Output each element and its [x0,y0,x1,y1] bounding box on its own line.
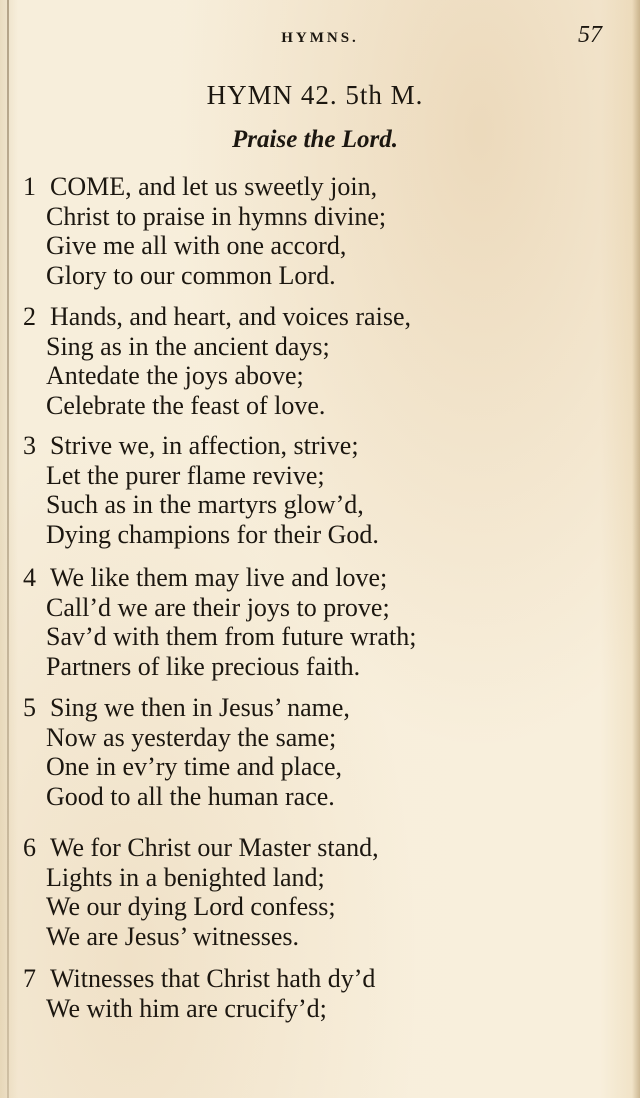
verse-line: Let the purer flame revive; [46,460,325,490]
verse-line: Sing as in the ancient days; [46,331,330,361]
verse-line: COME, and let us sweetly join, [50,172,378,201]
stanza-number: 7 [23,964,36,993]
stanza-number: 2 [23,302,36,331]
verse-line: One in ev’ry time and place, [46,752,342,781]
stanza-number: 1 [23,172,36,201]
stanza-number: 6 [23,833,36,862]
verse-line: Antedate the joys above; [46,361,304,390]
running-head: HYMNS. [281,30,359,46]
verse-line: Sing we then in Jesus’ name, [50,693,350,722]
verse-line: We for Christ our Master stand, [50,833,379,862]
verse-line: Lights in a benighted land; [46,862,325,892]
verse-line: Partners of like precious faith. [46,651,361,681]
verse-line: Call’d we are their joys to prove; [46,592,390,622]
verse-line: We our dying Lord confess; [46,892,336,921]
hymn-subtitle: Praise the Lord. [232,126,398,153]
verse-line: Sav’d with them from future wrath; [46,622,417,651]
page-number: 57 [578,22,602,48]
verse-line: We like them may live and love; [50,563,388,592]
verse-line: We are Jesus’ witnesses. [46,921,300,951]
gutter-edge [7,0,9,1098]
verse-line: Such as in the martyrs glow’d, [46,490,364,519]
page-edge-shadow [632,0,640,1098]
stanza-number: 3 [23,431,36,460]
verse-line: Glory to our common Lord. [46,260,336,290]
verse-line: Good to all the human race. [46,781,335,811]
hymn-title: HYMN 42. 5th M. [206,80,424,110]
verse-line: Strive we, in affection, strive; [50,431,359,460]
verse-line: Give me all with one accord, [46,231,347,260]
stanza-number: 4 [23,563,36,592]
verse-line: Hands, and heart, and voices raise, [50,302,411,331]
stanza-number: 5 [23,693,36,722]
verse-line: Now as yesterday the same; [46,722,337,752]
verse-line: Dying champions for their God. [46,519,379,549]
verse-line: Witnesses that Christ hath dy’d [50,964,376,993]
verse-line: We with him are crucify’d; [46,993,327,1023]
verse-line: Celebrate the feast of love. [46,390,326,420]
verse-line: Christ to praise in hymns divine; [46,201,387,231]
